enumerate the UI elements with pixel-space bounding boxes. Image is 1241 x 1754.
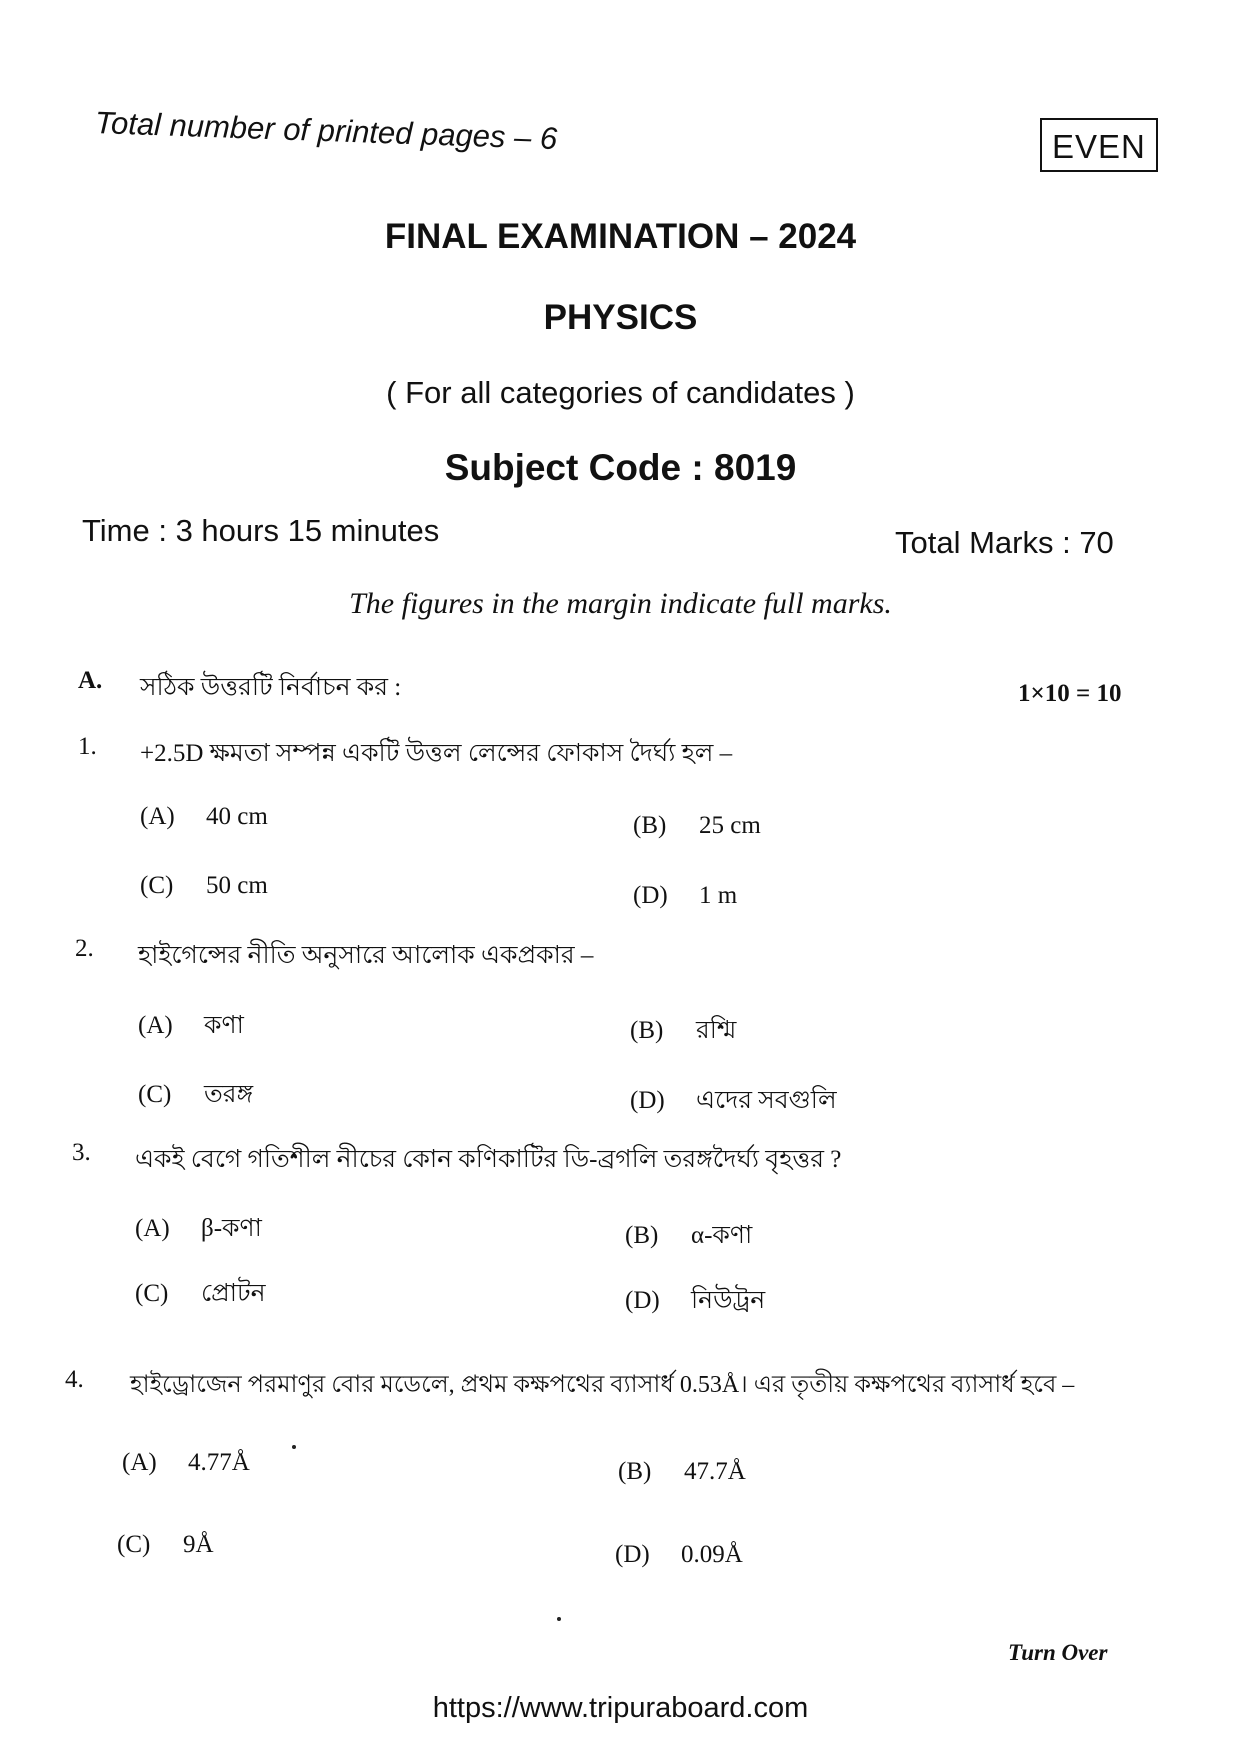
option-label: (C) bbox=[140, 872, 174, 899]
option-label: (B) bbox=[633, 812, 667, 839]
option-label: (D) bbox=[633, 882, 668, 909]
option-c bbox=[140, 872, 268, 900]
option-text: 25 cm bbox=[699, 812, 761, 839]
option-text: তরঙ্গ bbox=[204, 1081, 254, 1108]
option-text: 1 m bbox=[699, 882, 738, 909]
option-label: (D) bbox=[615, 1541, 650, 1568]
section-marks: 1×10 = 10 bbox=[1018, 680, 1122, 707]
option-text: 50 cm bbox=[206, 872, 268, 899]
option-a bbox=[135, 1208, 262, 1251]
option-d bbox=[625, 1280, 765, 1323]
option-label: (B) bbox=[618, 1458, 652, 1485]
option-label: (A) bbox=[122, 1449, 157, 1476]
option-b bbox=[625, 1215, 752, 1258]
option-b bbox=[630, 1010, 736, 1053]
option-b bbox=[633, 812, 761, 840]
option-text: প্রোটন bbox=[201, 1280, 266, 1307]
option-b bbox=[618, 1458, 746, 1486]
option-label: (D) bbox=[625, 1287, 660, 1314]
option-label: (B) bbox=[630, 1017, 664, 1044]
option-label: (D) bbox=[630, 1087, 665, 1114]
question-number: 3. bbox=[72, 1139, 91, 1166]
exam-title bbox=[0, 217, 1241, 257]
option-label: (C) bbox=[135, 1280, 169, 1307]
option-text: 40 cm bbox=[206, 803, 268, 830]
option-text: β-কণা bbox=[201, 1215, 262, 1242]
option-text: কণা bbox=[204, 1012, 244, 1039]
subject-code: Subject Code : 8019 bbox=[444, 447, 797, 488]
option-text: 4.77Å bbox=[188, 1449, 250, 1476]
option-label: (C) bbox=[138, 1081, 172, 1108]
option-label: (B) bbox=[625, 1222, 659, 1249]
question-text: হাইড্রোজেন পরমাণুর বোর মডেলে, প্রথম কক্ষপথের ব্যাসার্ধ 0.53Å। এর তৃতীয় কক্ষপথের ব্যাসার্ধ হবে – bbox=[130, 1372, 1075, 1398]
option-text: নিউট্রন bbox=[691, 1287, 766, 1314]
option-text: 0.09Å bbox=[681, 1541, 743, 1568]
scan-speck bbox=[292, 1445, 296, 1449]
option-label: (A) bbox=[140, 803, 175, 830]
marks-note: The figures in the margin indicate full marks. bbox=[349, 587, 892, 620]
option-c bbox=[138, 1074, 253, 1117]
option-text: এদের সবগুলি bbox=[696, 1087, 837, 1114]
question-text: +2.5D ক্ষমতা সম্পন্ন একটি উত্তল লেন্সের ফোকাস দৈর্ঘ্য হল – bbox=[140, 740, 733, 767]
option-c bbox=[135, 1273, 266, 1316]
section-title: সঠিক উত্তরটি নির্বাচন কর : bbox=[140, 674, 402, 701]
scan-speck bbox=[557, 1617, 561, 1621]
exam-title-text: FINAL EXAMINATION – 2024 bbox=[384, 217, 857, 256]
option-d bbox=[615, 1541, 743, 1569]
paper-set-badge: EVEN bbox=[1040, 118, 1158, 172]
turn-over-note: Turn Over bbox=[1008, 1640, 1108, 1665]
question-text: একই বেগে গতিশীল নীচের কোন কণিকাটির ডি-ব্রগলি তরঙ্গদৈর্ঘ্য বৃহত্তর ? bbox=[135, 1146, 842, 1173]
option-text: 47.7Å bbox=[684, 1458, 746, 1485]
option-d bbox=[633, 882, 737, 910]
question-number: 1. bbox=[78, 733, 97, 760]
option-text: রশ্মি bbox=[696, 1017, 737, 1044]
footer-url[interactable]: https://www.tripuraboard.com bbox=[432, 1692, 809, 1724]
option-a bbox=[138, 1005, 244, 1048]
section-letter: A. bbox=[78, 667, 103, 694]
subject-title: PHYSICS bbox=[543, 298, 698, 337]
question-number: 4. bbox=[65, 1366, 84, 1393]
option-d bbox=[630, 1080, 837, 1123]
question-text: হাইগেন্সের নীতি অনুসারে আলোক একপ্রকার – bbox=[138, 942, 594, 969]
candidates-note: ( For all categories of candidates ) bbox=[386, 375, 855, 410]
total-marks: Total Marks : 70 bbox=[895, 525, 1114, 560]
option-a bbox=[122, 1449, 250, 1477]
time-allowed: Time : 3 hours 15 minutes bbox=[82, 513, 440, 548]
option-c bbox=[117, 1531, 214, 1559]
total-pages-note: Total number of printed pages – 6 bbox=[94, 105, 558, 157]
option-label: (A) bbox=[135, 1215, 170, 1242]
option-text: 9Å bbox=[183, 1531, 214, 1558]
option-label: (A) bbox=[138, 1012, 173, 1039]
option-text: α-কণা bbox=[691, 1222, 753, 1249]
question-number: 2. bbox=[75, 935, 94, 962]
option-a bbox=[140, 803, 268, 831]
option-label: (C) bbox=[117, 1531, 151, 1558]
